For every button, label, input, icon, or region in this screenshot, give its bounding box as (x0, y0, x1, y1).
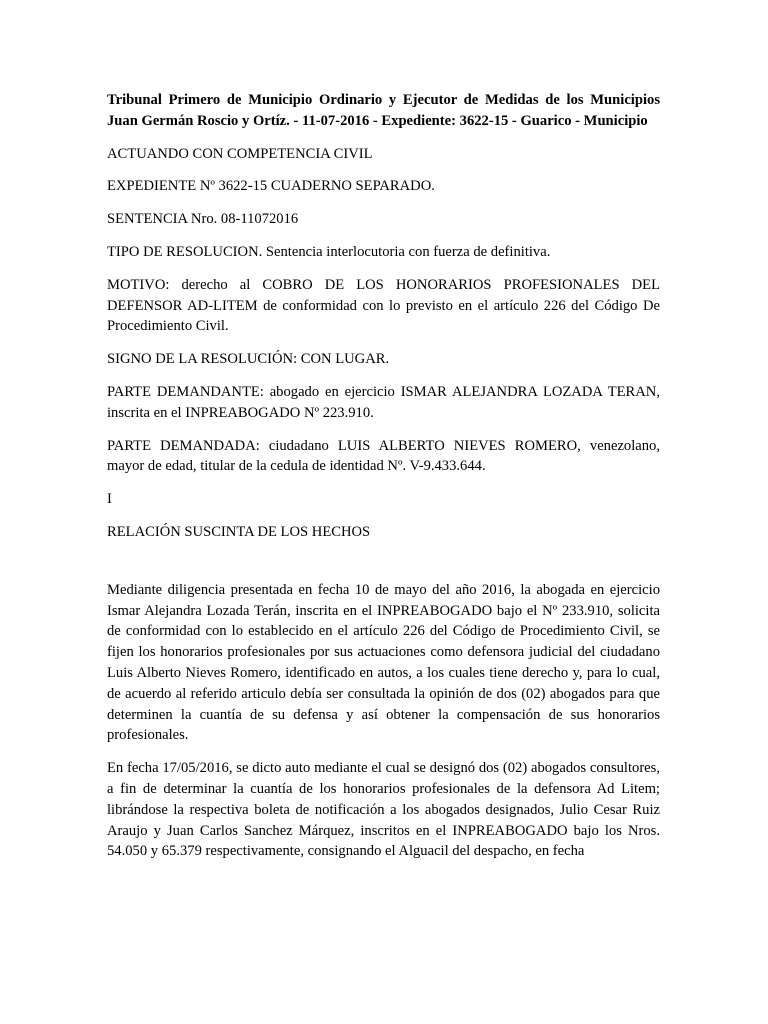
resolution-type-line: TIPO DE RESOLUCION. Sentencia interlocutoria con fuerza de definitiva. (107, 243, 551, 260)
document-title: Tribunal Primero de Municipio Ordinario y Ejecutor de Medidas de los Municipios Juan Germán Roscio y Ortíz. - 11-07-2016 - Expediente: 3622-15 - Guarico - Municipio (107, 92, 660, 129)
blank-gap (107, 555, 660, 580)
plaintiff-paragraph: PARTE DEMANDANTE: abogado en ejercicio ISMAR ALEJANDRA LOZADA TERAN, inscrita en el INPREABOGADO Nº 223.910. (107, 383, 660, 421)
sentence-number-line: SENTENCIA Nro. 08-11072016 (107, 211, 299, 228)
defendant-paragraph: PARTE DEMANDADA: ciudadano LUIS ALBERTO NIEVES ROMERO, venezolano, mayor de edad, titular de la cedula de identidad Nº. V-9.433.644. (107, 437, 660, 475)
section-heading: RELACIÓN SUSCINTA DE LOS HECHOS (107, 523, 371, 540)
body-paragraph: Mediante diligencia presentada en fecha 10 de mayo del año 2016, la abogada en ejercicio Ismar Alejandra Lozada Terán, inscrita en el INPREABOGADO bajo el Nº 233.910, solicita de conformidad con lo establecido en el artículo 226 del Código de Procedimiento Civil, se fijen los honorarios profesionales por sus actuaciones como defensora judicial del ciudadano Luis Alberto Nieves Romero, identificado en autos, a los cuales tiene derecho y, para lo cual, de acuerdo al referido articulo debía ser consultada la opinión de dos (02) abogados para que determinen la cuantía de su defensa y así obtener la compensación de sus honorarios profesionales. (107, 581, 660, 744)
case-file-line: EXPEDIENTE Nº 3622-15 CUADERNO SEPARADO. (107, 178, 435, 195)
resolution-sign-line: SIGNO DE LA RESOLUCIÓN: CON LUGAR. (107, 351, 390, 368)
competence-line: ACTUANDO CON COMPETENCIA CIVIL (107, 145, 373, 162)
body-paragraph: En fecha 17/05/2016, se dicto auto mediante el cual se designó dos (02) abogados consultores, a fin de determinar la cuantía de los honorarios profesionales de la defensora Ad Litem; librándose la respectiva boleta de notificación a los abogados designados, Julio Cesar Ruiz Araujo y Juan Carlos Sanchez Márquez, inscritos en el INPREABOGADO bajo los Nros. 54.050 y 65.379 respectivamente, consignando el Alguacil del despacho, en fecha (107, 760, 660, 860)
section-number: I (107, 491, 112, 508)
motive-paragraph: MOTIVO: derecho al COBRO DE LOS HONORARIOS PROFESIONALES DEL DEFENSOR AD-LITEM de conformidad con lo previsto en el artículo 226 del Código De Procedimiento Civil. (107, 276, 660, 335)
document-page (107, 90, 660, 874)
